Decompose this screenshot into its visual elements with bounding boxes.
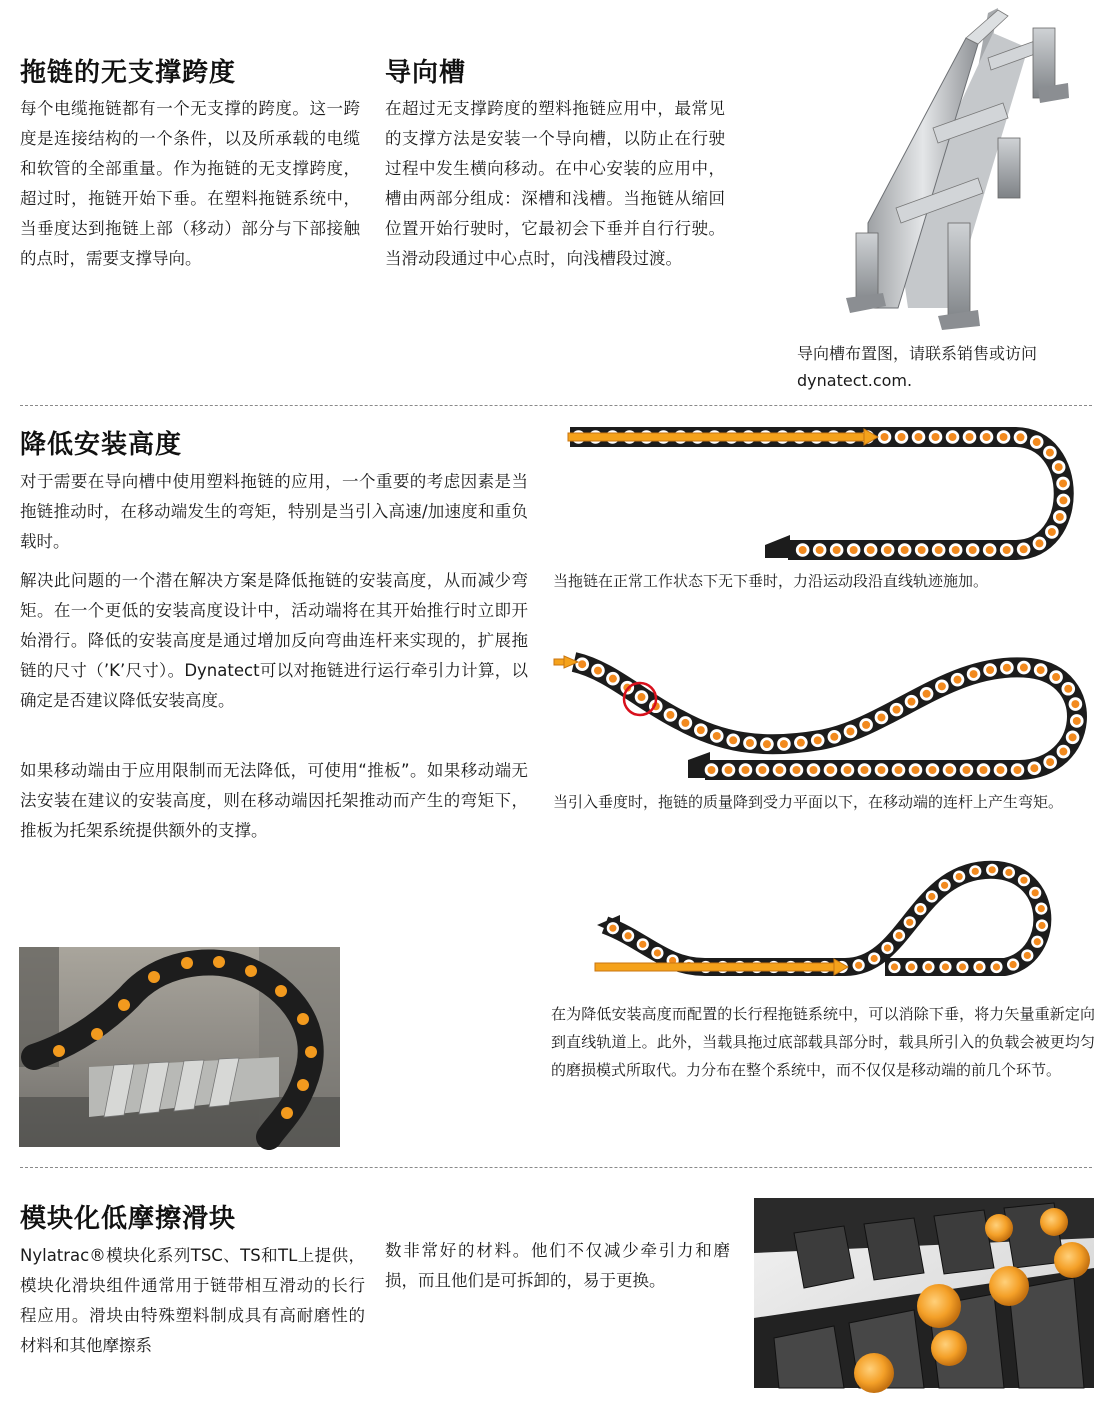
diagram-no-sag [560, 420, 1085, 570]
chain-pin [833, 546, 841, 554]
chain-pin [1003, 664, 1011, 672]
chain-pin [976, 963, 983, 970]
chain-pin [1069, 733, 1077, 741]
section-title-modular-sliders: 模块化低摩擦滑块 [20, 1204, 237, 1234]
chain-pin [1071, 700, 1079, 708]
chain-pin [609, 675, 617, 683]
chain-pin [925, 963, 932, 970]
chain-pin [713, 732, 721, 740]
chain-pin [928, 893, 935, 900]
guide-channel-caption [797, 340, 1037, 394]
chain-pin [884, 546, 892, 554]
force-arrow-shaft [595, 963, 836, 971]
chain-pin [918, 546, 926, 554]
chain-pin [1038, 905, 1045, 912]
chain-pin [928, 766, 936, 774]
chain-pin [972, 868, 979, 875]
chain-pin [707, 766, 715, 774]
chain-pin [850, 546, 858, 554]
chain-pin [816, 546, 824, 554]
chain-pin [986, 546, 994, 554]
chain-pin [826, 766, 834, 774]
chain-pin [941, 882, 948, 889]
chain-pin [1033, 438, 1041, 446]
chain-pin [799, 546, 807, 554]
chain-pin [830, 733, 838, 741]
chain-pin [638, 693, 646, 701]
section-title-reduced-mounting-height: 降低安装高度 [20, 430, 183, 460]
chain-pin [1052, 673, 1060, 681]
chain-pin [741, 766, 749, 774]
chain-pin [1034, 938, 1041, 945]
chain-pin [970, 670, 978, 678]
chain-pin [666, 711, 674, 719]
chain-pin [954, 676, 962, 684]
chain-pin [746, 739, 754, 747]
chain-pin [908, 698, 916, 706]
chain-pin [1059, 496, 1067, 504]
chain-pin [942, 963, 949, 970]
chain-pin [624, 932, 631, 939]
mounting-bracket [765, 535, 790, 558]
chain-pin [959, 963, 966, 970]
modular-sliders-col2: 数非常好的材料。他们不仅减少牵引力和磨损，而且他们是可拆卸的，易于更换。 [385, 1241, 730, 1290]
chain-pin [860, 766, 868, 774]
chain-band [570, 437, 1064, 550]
chain-pin [983, 433, 991, 441]
diagram-with-sag [550, 650, 1090, 790]
chain-pin [893, 706, 901, 714]
chain-pin [979, 766, 987, 774]
chain-pin [898, 433, 906, 441]
chain-pin [1056, 513, 1064, 521]
chain-pin [1009, 961, 1016, 968]
chain-pin [1048, 528, 1056, 536]
unsupported-span-text: 每个电缆拖链都有一个无支撑的跨度。这一跨度是连接结构的一个条件，以及所承载的电缆和软管的全部重量。作为拖链的无支撑跨度，超过时，拖链开始下垂。在塑料拖链系统中，当垂度达到拖链上部（移动）部分与下部接触的点时，需要支撑导向。 [20, 99, 360, 268]
chain-pin [877, 713, 885, 721]
chain-pin [986, 666, 994, 674]
section-divider [20, 1167, 1092, 1168]
chain-pin [911, 766, 919, 774]
chain-pin [996, 766, 1004, 774]
chain-pin [846, 727, 854, 735]
chain-pin [1000, 433, 1008, 441]
chain-pin [877, 766, 885, 774]
chain-pin [1037, 666, 1045, 674]
chain-pin [952, 546, 960, 554]
section-divider [20, 405, 1092, 406]
chain-pin [729, 736, 737, 744]
chain-pin [681, 719, 689, 727]
chain-pin [843, 766, 851, 774]
chain-pin [894, 766, 902, 774]
chain-pin [594, 667, 602, 675]
chain-pin [906, 919, 913, 926]
chain-pin [1032, 889, 1039, 896]
chain-pin [654, 949, 661, 956]
chain-pin [881, 433, 889, 441]
chain-pin [966, 433, 974, 441]
chain-pin [780, 740, 788, 748]
modular-slider-photo [754, 1198, 1094, 1388]
chain-pin [1046, 449, 1054, 457]
chain-pin [1064, 685, 1072, 693]
chain-pin [1020, 877, 1027, 884]
diagram-reduced-height [585, 855, 1065, 990]
guide-channel-caption-link[interactable]: dynatect.com. [797, 371, 913, 390]
chain-pin [884, 944, 891, 951]
chain-pin [697, 726, 705, 734]
section-title-unsupported-span: 拖链的无支撑跨度 [20, 58, 237, 88]
chain-pin [792, 766, 800, 774]
chain-pin [1005, 869, 1012, 876]
chain-pin [862, 721, 870, 729]
chain-pin [989, 866, 996, 873]
chain-pin [578, 660, 586, 668]
chain-pin [1055, 463, 1063, 471]
chain-pin [1030, 764, 1038, 772]
chain-pin [1024, 952, 1031, 959]
chain-pin [871, 955, 878, 962]
guide-channel-image [838, 8, 1070, 333]
chain-pin [1016, 433, 1024, 441]
chain-pin [901, 546, 909, 554]
cable-carrier-photo [19, 947, 340, 1147]
chain-pin [993, 963, 1000, 970]
chain-pin [1020, 545, 1028, 553]
chain-pin [855, 962, 862, 969]
chain-pin [724, 766, 732, 774]
guide-channel-caption-line1: 导向槽布置图，请联系销售或访问 [797, 344, 1038, 363]
chain-pin [1035, 539, 1043, 547]
reduced-height-para2: 解决此问题的一个潜在解决方案是降低拖链的安装高度，从而减少弯矩。在一个更低的安装高度设计中，活动端将在其开始推行时立即开始滑行。降低的安装高度是通过增加反向弯曲连杆来实现的，扩展拖链的尺寸（’K’尺寸）。Dynatect可以对拖链进行运行牵引力计算，以确定是否建议降低安装高度。 [20, 571, 528, 710]
chain-pin [758, 766, 766, 774]
reduced-height-para1: 对于需要在导向槽中使用塑料拖链的应用，一个重要的考虑因素是当拖链推动时，在移动端发生的弯矩，特别是当引入高速/加速度和重负载时。 [20, 472, 528, 551]
chain-pin [949, 433, 957, 441]
chain-pin [938, 682, 946, 690]
chain-pin [895, 932, 902, 939]
reduced-height-para3: 如果移动端由于应用限制而无法降低，可使用“推板”。如果移动端无法安装在建议的安装高度，则在移动端因托架推动而产生的弯矩下，推板为托架系统提供额外的支撑。 [20, 761, 528, 840]
chain-pin [1003, 546, 1011, 554]
chain-band [574, 662, 1077, 770]
chain-pin [1038, 922, 1045, 929]
chain-pin [891, 963, 898, 970]
chain-pin [814, 736, 822, 744]
chain-pin [1046, 758, 1054, 766]
chain-pin [945, 766, 953, 774]
chain-band [605, 870, 1042, 967]
chain-pin [797, 739, 805, 747]
chain-pin [917, 905, 924, 912]
chain-pin [962, 766, 970, 774]
chain-pin [1073, 717, 1081, 725]
chain-pin [867, 546, 875, 554]
chain-pin [1013, 766, 1021, 774]
chain-pin [935, 546, 943, 554]
chain-pin [609, 925, 616, 932]
chain-pin [932, 433, 940, 441]
chain-pin [763, 740, 771, 748]
chain-pin [1059, 479, 1067, 487]
guide-channel-text: 在超过无支撑跨度的塑料拖链应用中，最常见的支撑方法是安装一个导向槽，以防止在行驶过程中发生横向移动。在中心安装的应用中，槽由两部分组成：深槽和浅槽。当拖链从缩回位置开始行驶时，它最初会下垂并自行行驶。当滑动段通过中心点时，向浅槽段过渡。 [385, 99, 725, 268]
force-arrow-shaft [568, 433, 866, 441]
chain-pin [923, 690, 931, 698]
chain-pin [1059, 748, 1067, 756]
chain-pin [956, 873, 963, 880]
chain-pin [908, 963, 915, 970]
diagram-reduced-height-caption: 在为降低安装高度而配置的长行程拖链系统中，可以消除下垂，将力矢量重新定向到直线轨道上。此外，当载具拖过底部载具部分时，载具所引入的负载会被更均匀的磨损模式所取代。力分布在整个系统中，而不仅仅是移动端的前几个环节。 [551, 1005, 1095, 1079]
chain-pin [639, 941, 646, 948]
chain-pin [915, 433, 923, 441]
chain-pin [969, 546, 977, 554]
chain-pin [809, 766, 817, 774]
diagram-with-sag-caption: 当引入垂度时，拖链的质量降到受力平面以下，在移动端的连杆上产生弯矩。 [553, 793, 1064, 811]
modular-sliders-col1: Nylatrac®模块化系列TSC、TS和TL上提供，模块化滑块组件通常用于链带相互滑动的长行程应用。滑块由特殊塑料制成具有高耐磨性的材料和其他摩擦系 [20, 1246, 365, 1355]
chain-pin [1020, 664, 1028, 672]
chain-pin [775, 766, 783, 774]
diagram-no-sag-caption: 当拖链在正常工作状态下无下垂时，力沿运动段沿直线轨迹施加。 [553, 572, 989, 590]
section-title-guide-channel: 导向槽 [385, 58, 467, 88]
